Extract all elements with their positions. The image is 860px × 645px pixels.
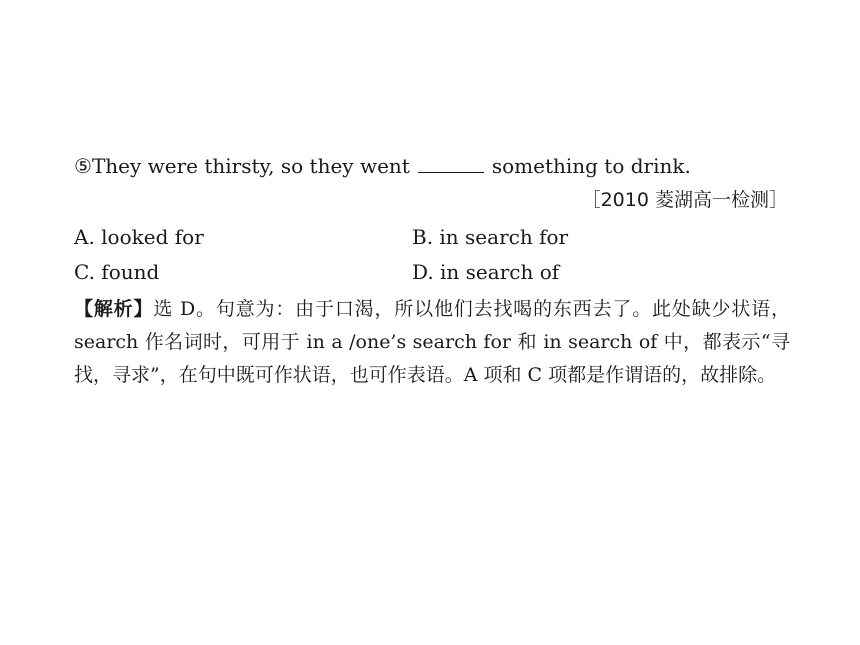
analysis-label: 【解析】: [74, 298, 154, 320]
question-text-after: something to drink.: [491, 154, 691, 178]
answer-blank: [418, 154, 484, 173]
question-text-before: They were thirsty, so they went: [91, 154, 410, 178]
question-number: ⑤: [74, 154, 92, 178]
question-source: ［2010 菱湖高一检测］: [581, 189, 788, 211]
option-c: C. found: [74, 260, 160, 284]
question: [74, 152, 794, 180]
option-a: A. looked for: [74, 225, 204, 249]
analysis-text: 选 D。句意为：由于口渴，所以他们去找喝的东西去了。此处缺少状语，search 作名词时，可用于 in a /one’s search for 和 in search of 中，都表示“寻找，寻求”，在句中既可作状语，也可作表语。A 项和 C 项都是作谓语的，故排除。: [74, 298, 790, 386]
option-d: D. in search of: [412, 260, 560, 284]
analysis: [74, 293, 790, 392]
option-b: B. in search for: [412, 225, 569, 249]
